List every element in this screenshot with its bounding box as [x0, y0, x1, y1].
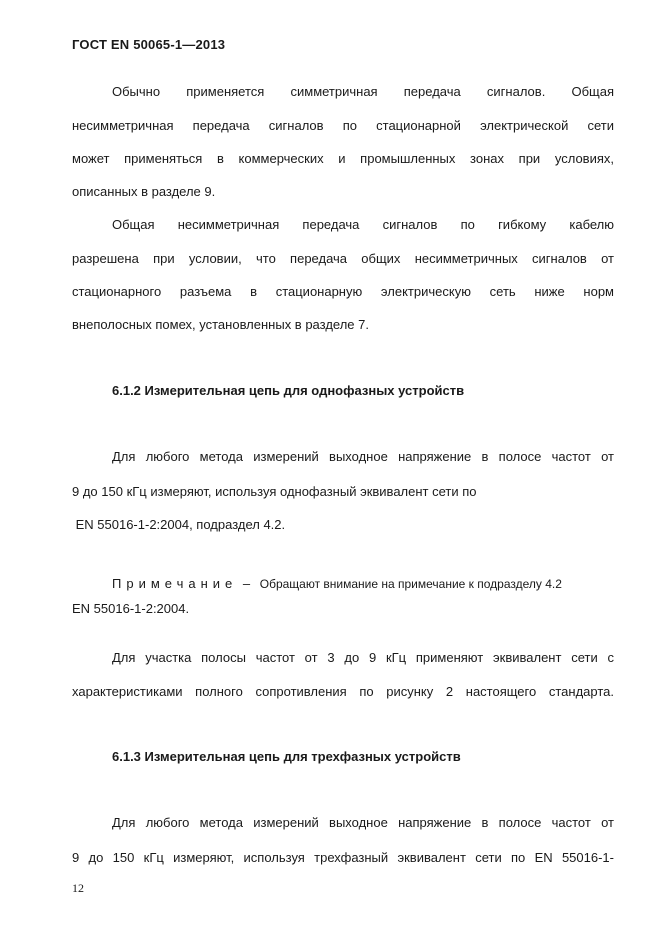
note-line1	[112, 575, 614, 593]
note-line2: EN 55016-1-2:2004.	[72, 601, 190, 616]
section-6-1-2-heading: 6.1.2 Измерительная цепь для однофазных устройств	[112, 383, 465, 398]
s612-line1: Для любого метода измерений выходное напряжение в полосе частот от	[112, 449, 614, 464]
section-6-1-3-heading: 6.1.3 Измерительная цепь для трехфазных устройств	[112, 749, 461, 764]
s613-line2: 9 до 150 кГц измеряют, используя трехфазный эквивалент сети по EN 55016-1-	[72, 850, 614, 865]
para1-line1: Обычно применяется симметричная передача сигналов. Общая	[112, 84, 614, 99]
para1-line4: описанных в разделе 9.	[72, 184, 216, 199]
document-header: ГОСТ EN 50065-1—2013	[72, 37, 226, 52]
para2-line1: Общая несимметричная передача сигналов по гибкому кабелю	[112, 217, 614, 232]
s612-para-line1: Для участка полосы частот от 3 до 9 кГц применяют эквивалент сети с	[112, 650, 614, 665]
para1-line3: может применяться в коммерческих и промышленных зонах при условиях,	[72, 151, 614, 166]
para1-line2: несимметричная передача сигналов по стационарной электрической сети	[72, 118, 614, 133]
para2-line3: стационарного разъема в стационарную электрическую сеть ниже норм	[72, 284, 614, 299]
s612-para-line2: характеристиками полного сопротивления по рисунку 2 настоящего стандарта.	[72, 684, 614, 699]
s612-line2: 9 до 150 кГц измеряют, используя однофазный эквивалент сети по	[72, 484, 477, 499]
note-dash: –	[242, 576, 251, 591]
s613-line1: Для любого метода измерений выходное напряжение в полосе частот от	[112, 815, 614, 830]
note-text: Обращают внимание на примечание к подразделу 4.2	[259, 577, 562, 591]
page-number: 12	[72, 881, 84, 895]
s612-line3: EN 55016-1-2:2004, подраздел 4.2.	[72, 517, 286, 532]
para2-line2: разрешена при условии, что передача общих несимметричных сигналов от	[72, 251, 614, 266]
para2-line4: внеполосных помех, установленных в разделе 7.	[72, 317, 369, 332]
note-label: Примечание	[112, 576, 238, 591]
